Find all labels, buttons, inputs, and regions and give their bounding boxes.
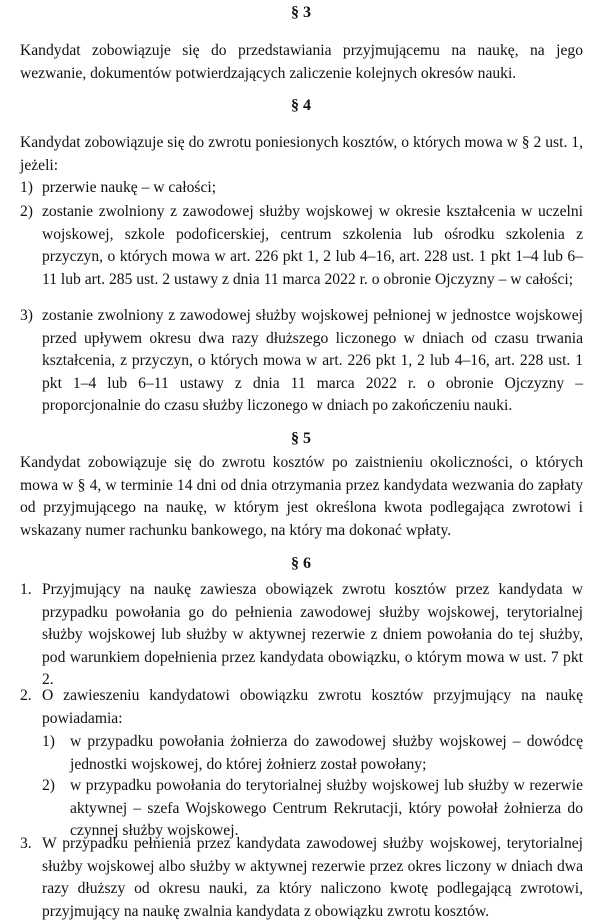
section-6-subitem-1-number: 1)	[42, 733, 55, 750]
section-5-heading: § 5	[291, 430, 311, 447]
section-4-item-1-number: 1)	[20, 179, 33, 196]
section-6-item-1-text: Przyjmujący na naukę zawiesza obowiązek zwrotu kosztów przez kandydata w przypadku powołania go do pełnienia zawodowej służby wojskowej, terytorialnej służby wojskowej lub służby w aktywnej rezerwie z dniem powołania do tej służby, pod warunkiem dopełnienia przez kandydata obowiązku, o którym mowa w ust. 7 pkt 2.	[42, 581, 583, 688]
section-3-heading: § 3	[291, 4, 311, 21]
section-4-item-2-text: zostanie zwolniony z zawodowej służby wojskowej w okresie kształcenia w uczelni wojskowej, szkole podoficerskiej, centrum szkolenia lub ośrodku szkolenia z przyczyn, o których mowa w art. 226 pkt 1, 2 lub 4–16, art. 228 ust. 1 pkt 1–4 lub 6–11 lub art. 285 ust. 2 ustawy z dnia 11 marca 2022 r. o obronie Ojczyzny – w całości;	[42, 203, 583, 288]
section-4-intro: Kandydat zobowiązuje się do zwrotu poniesionych kosztów, o których mowa w § 2 ust. 1, jeżeli:	[20, 134, 583, 174]
section-6-item-2-text: O zawieszeniu kandydatowi obowiązku zwrotu kosztów przyjmujący na naukę powiadamia:	[42, 687, 583, 727]
section-6-item-2-number: 2.	[20, 687, 32, 704]
section-5-text: Kandydat zobowiązuje się do zwrotu kosztów po zaistnieniu okoliczności, o których mowa w § 4, w terminie 14 dni od dnia otrzymania przez kandydata wezwania do zapłaty od przyjmującego na naukę, w którym jest określona kwota podlegająca zwrotowi i wskazany numer rachunku bankowego, na który ma dokonać wpłaty.	[20, 454, 583, 539]
section-4-heading: § 4	[291, 97, 311, 114]
section-4-item-3-text: zostanie zwolniony z zawodowej służby wojskowej pełnionej w jednostce wojskowej przed upływem okresu dwa razy dłuższego liczonego w dniach od czasu trwania kształcenia, z przyczyn, o których mowa w art. 226 pkt 1, 2 lub 4–16, art. 228 ust. 1 pkt 1–4 lub 6–11 ustawy z dnia 11 marca 2022 r. o obronie Ojczyzny – proporcjonalnie do czasu służby liczonego w dniach po zakończeniu nauki.	[42, 307, 583, 414]
section-6-item-3-number: 3.	[20, 835, 32, 852]
section-4-item-1-text: przerwie naukę – w całości;	[42, 179, 217, 196]
section-6-item-1-number: 1.	[20, 581, 32, 598]
section-4-item-3-number: 3)	[20, 307, 33, 324]
section-6-item-3-text: W przypadku pełnienia przez kandydata zawodowej służby wojskowej, terytorialnej służby wojskowej albo służby w aktywnej rezerwie przez okres liczony w dniach dwa razy dłuższy od okresu nauki, za który naliczono kwotę podlegającą zwrotowi, przyjmujący na naukę zwalnia kandydata z obowiązku zwrotu kosztów.	[42, 835, 583, 920]
section-6-subitem-1-text: w przypadku powołania żołnierza do zawodowej służby wojskowej – dowódcę jednostki wojskowej, do której żołnierz został powołany;	[70, 733, 583, 773]
section-6-subitem-2-number: 2)	[42, 777, 55, 794]
section-4-item-2-number: 2)	[20, 203, 33, 220]
section-3-text: Kandydat zobowiązuje się do przedstawiania przyjmującemu na naukę, na jego wezwanie, dokumentów potwierdzających zaliczenie kolejnych okresów nauki.	[20, 42, 583, 82]
section-6-heading: § 6	[291, 555, 311, 572]
section-6-subitem-2-text: w przypadku powołania do terytorialnej służby wojskowej lub służby w rezerwie aktywnej – szefa Wojskowego Centrum Rekrutacji, który powołał żołnierza do czynnej służby wojskowej.	[70, 777, 583, 839]
